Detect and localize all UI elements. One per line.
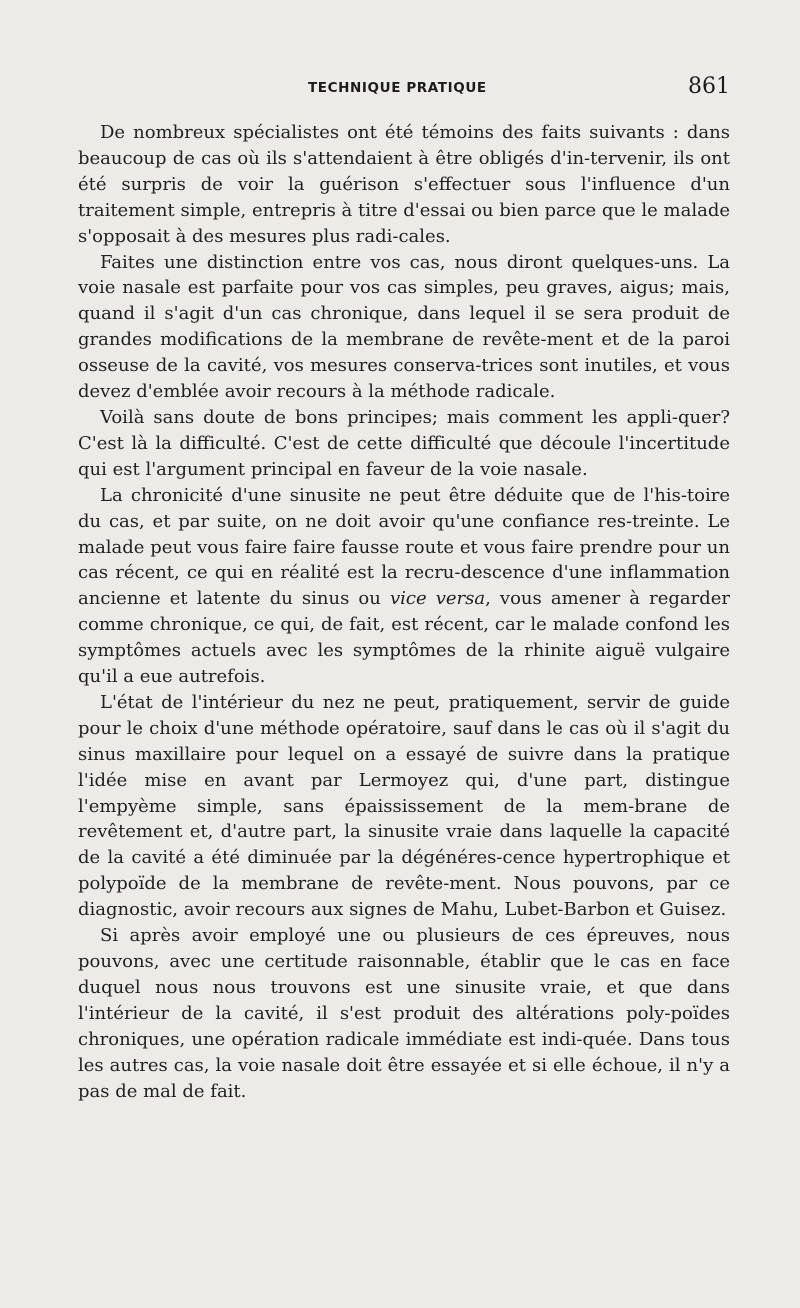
body-text bbox=[78, 120, 730, 1104]
paragraph-4-part-1: La chronicité d'une sinusite ne peut être déduite que de l'his-toire du cas, et par suite, on ne doit avoir qu'une confiance res-treinte. Le malade peut vous faire faire fausse route et vous faire prendre pour un cas récent, ce qui en réalité est la recru-descence d'une inflammation ancienne et latente du sinus ou bbox=[78, 484, 730, 610]
paragraph-3: Voilà sans doute de bons principes; mais comment les appli-quer? C'est là la difficulté. C'est de cette difficulté que découle l'incertitude qui est l'argument principal en faveur de la voie nasale. bbox=[78, 406, 730, 480]
paragraph-6: Si après avoir employé une ou plusieurs de ces épreuves, nous pouvons, avec une certitude raisonnable, établir que le cas en face duquel nous nous trouvons est une sinusite vraie, et que dans l'intérieur de la cavité, il s'est produit des altérations poly-poïdes chroniques, une opération radicale immédiate est indi-quée. Dans tous les autres cas, la voie nasale doit être essayée et si elle échoue, il n'y a pas de mal de fait. bbox=[78, 925, 730, 1102]
paragraph-4-italic-phrase: vice versa bbox=[389, 588, 486, 610]
page-header bbox=[78, 74, 730, 104]
paragraph-4-part-2: , vous amener à regarder comme chronique, ce qui, de fait, est récent, car le malade confond les symptômes actuels avec les symptômes de la rhinite aiguë vulgaire qu'il a eue autrefois. bbox=[78, 588, 730, 688]
running-head: TECHNIQUE PRATIQUE bbox=[308, 80, 487, 96]
paragraph-4 bbox=[78, 483, 730, 690]
page-number: 861 bbox=[688, 74, 730, 99]
paragraph-5: L'état de l'intérieur du nez ne peut, pratiquement, servir de guide pour le choix d'une méthode opératoire, sauf dans le cas où il s'agit du sinus maxillaire pour lequel on a essayé de suivre dans la pratique l'idée mise en avant par Lermoyez qui, d'une part, distingue l'empyème simple, sans épaississement de la mem-brane de revêtement et, d'autre part, la sinusite vraie dans laquelle la capacité de la cavité a été diminuée par la dégénéres-cence hypertrophique et polypoïde de la membrane de revête-ment. Nous pouvons, par ce diagnostic, avoir recours aux signes de Mahu, Lubet-Barbon et Guisez. bbox=[78, 691, 730, 921]
paragraph-1: De nombreux spécialistes ont été témoins des faits suivants : dans beaucoup de cas où ils s'attendaient à être obligés d'in-tervenir, ils ont été surpris de voir la guérison s'effectuer sous l'influence d'un traitement simple, entrepris à titre d'essai ou bien parce que le malade s'opposait à des mesures plus radi-cales. bbox=[78, 122, 730, 247]
paragraph-2: Faites une distinction entre vos cas, nous diront quelques-uns. La voie nasale est parfaite pour vos cas simples, peu graves, aigus; mais, quand il s'agit d'un cas chronique, dans lequel il se sera produit de grandes modifications de la membrane de revête-ment et de la paroi osseuse de la cavité, vos mesures conserva-trices sont inutiles, et vous devez d'emblée avoir recours à la méthode radicale. bbox=[78, 251, 730, 403]
